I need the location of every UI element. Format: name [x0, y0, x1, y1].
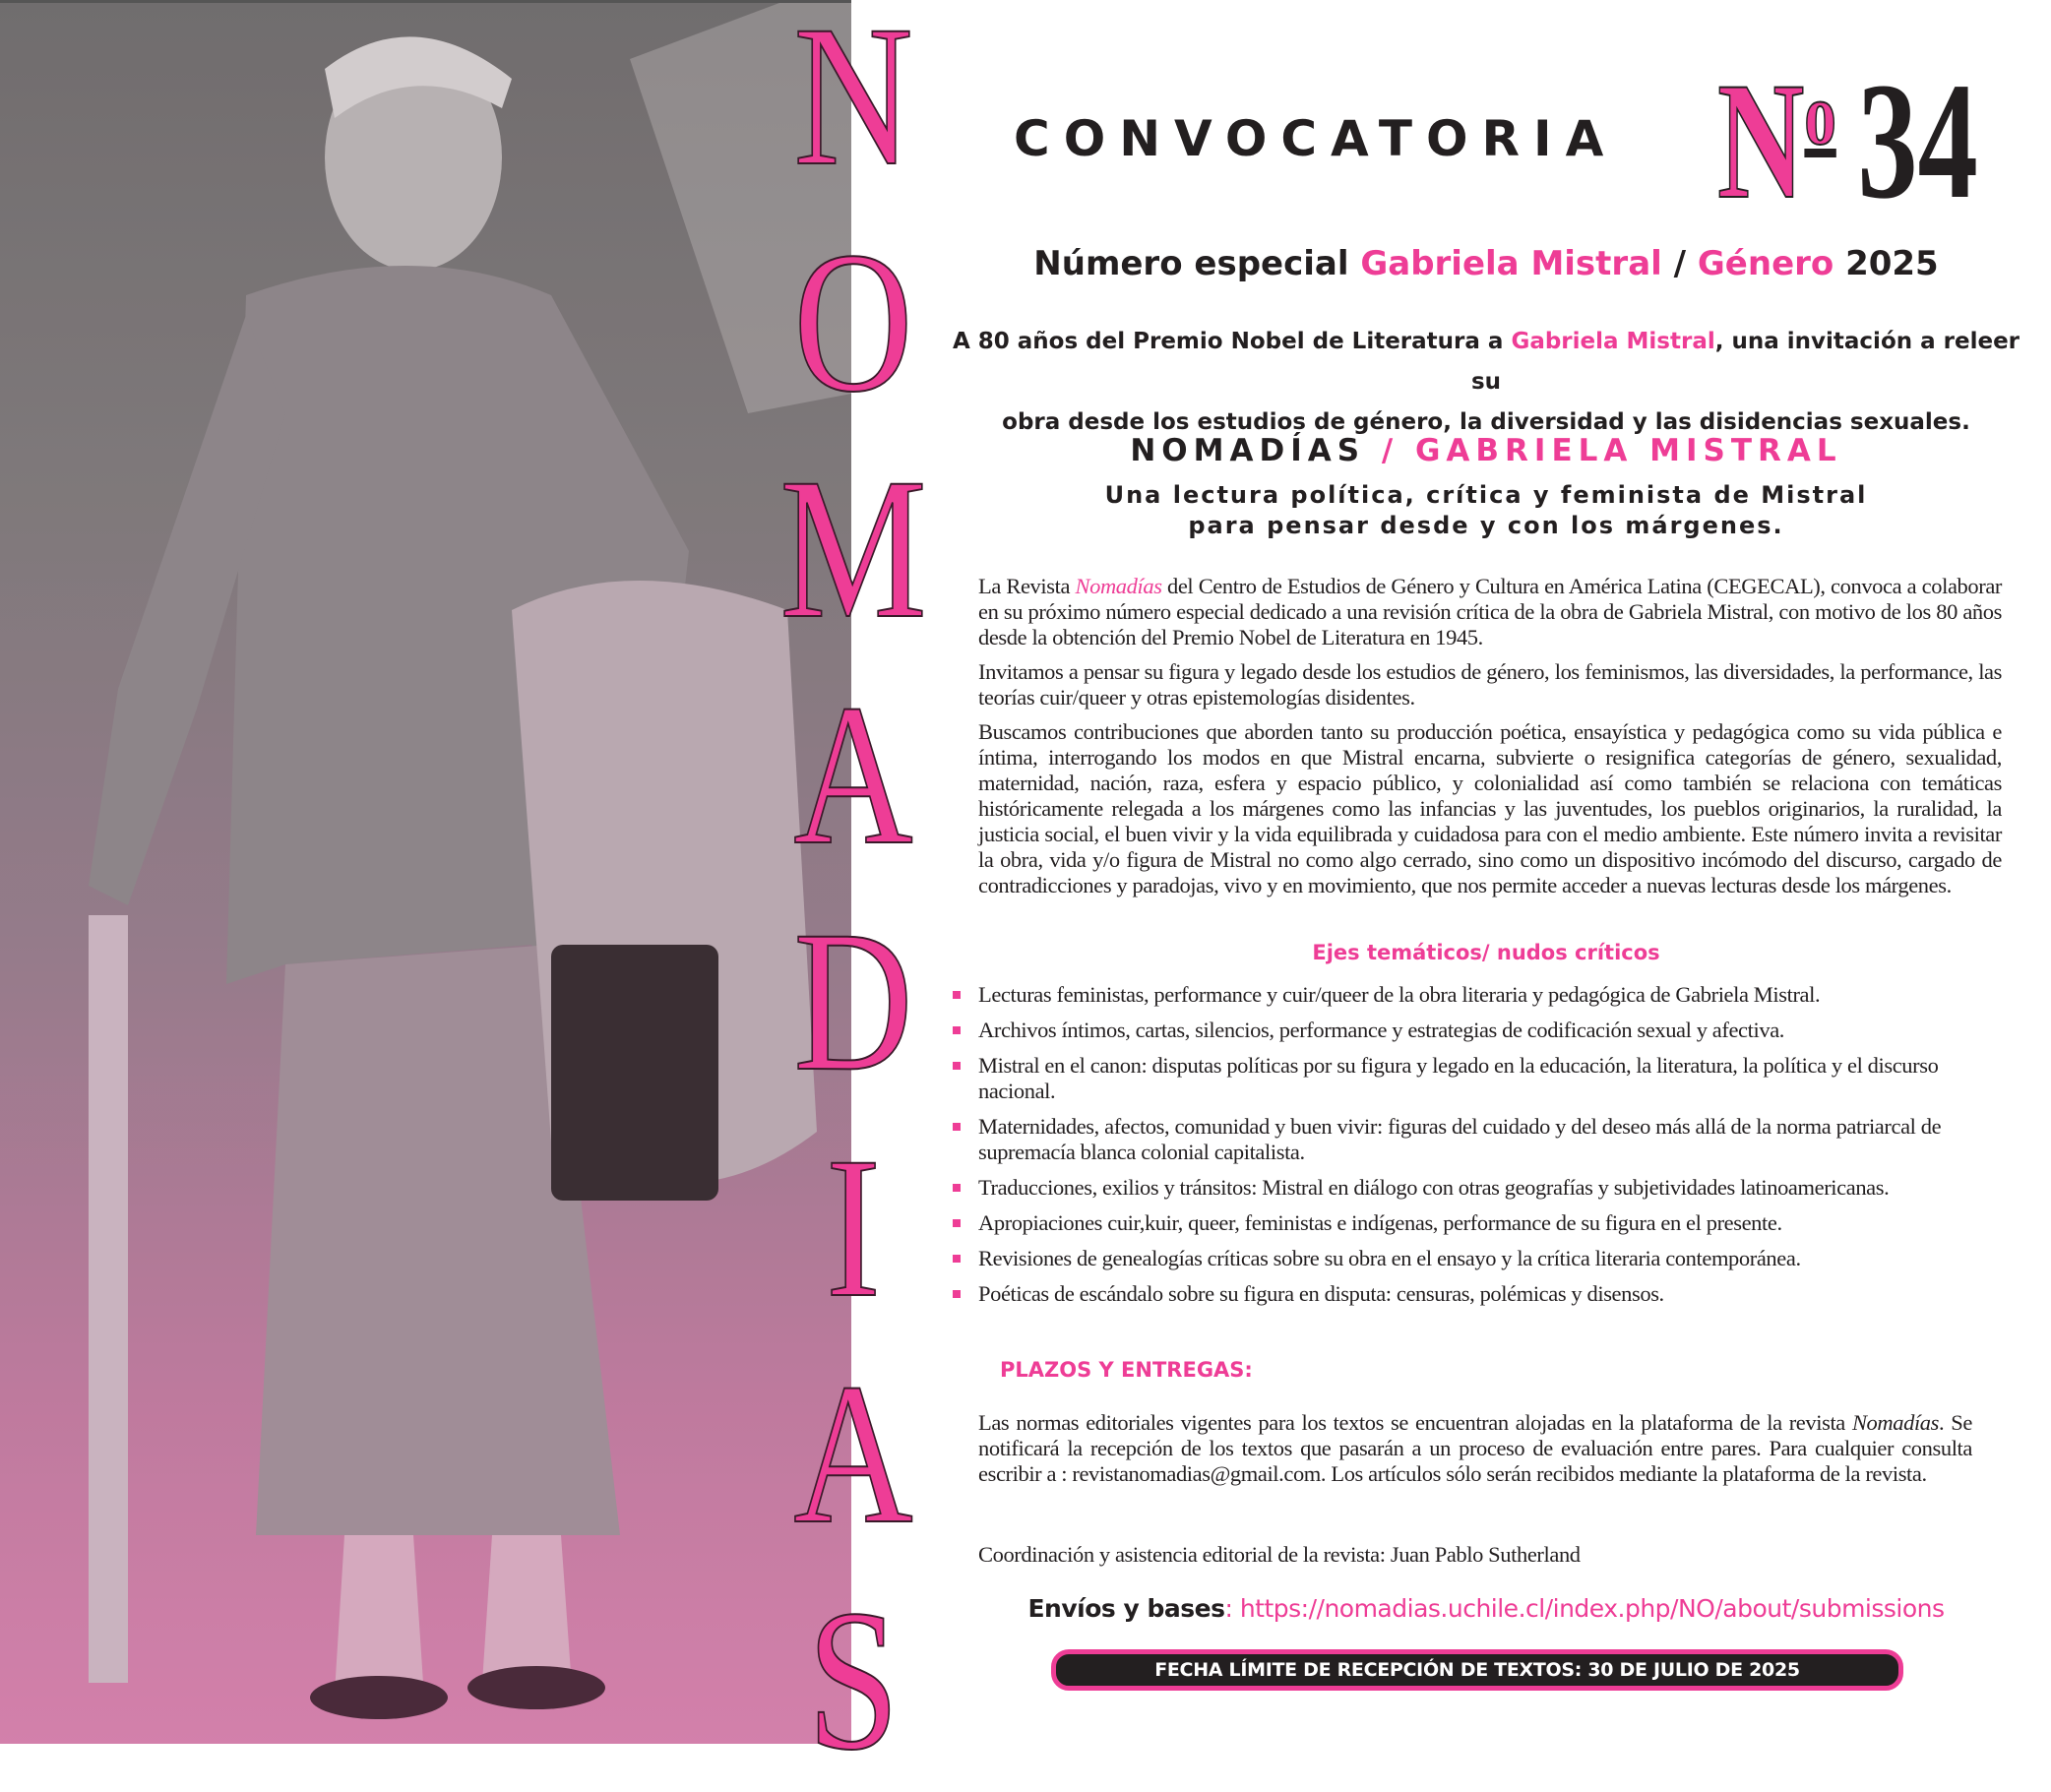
masthead-letter: A	[793, 1342, 913, 1566]
subtitle-name: Gabriela Mistral	[1360, 244, 1662, 283]
ejes-heading: Ejes temáticos/ nudos críticos	[1312, 941, 1660, 964]
list-item	[951, 1018, 2004, 1043]
journal-name: Nomadías	[1075, 574, 1162, 598]
bullet-icon	[953, 1290, 961, 1298]
list-item	[951, 1210, 2004, 1236]
bullet-icon	[953, 1062, 961, 1070]
text: del Centro de Estudios de Género y Cultura en América Latina (CEGECAL), convoca a colaborar en su próximo número especial dedicado a una revisión crítica de la obra de Gabriela Mistral, con motivo de los 80 años desde la obtención del Premio Nobel de Literatura en 1945.	[978, 574, 2002, 649]
list-item	[951, 1114, 2004, 1165]
list-item-text: Lecturas feministas, performance y cuir/queer de la obra literaria y pedagógica de Gabriela Mistral.	[978, 982, 1821, 1007]
issue-prefix-o: o	[1804, 66, 1836, 163]
issue-number	[1717, 48, 1978, 233]
section-title-left: NOMADÍAS	[1130, 433, 1366, 468]
intro-line: obra desde los estudios de género, la diversidad y las disidencias sexuales.	[1002, 409, 1970, 435]
deadline-banner: FECHA LÍMITE DE RECEPCIÓN DE TEXTOS: 30 DE JULIO DE 2025	[1051, 1649, 1903, 1691]
bullet-icon	[953, 991, 961, 999]
section-subtitle	[945, 480, 2027, 541]
submissions-label: Envíos y bases	[1027, 1594, 1225, 1623]
masthead-letter: M	[779, 437, 927, 660]
masthead-letter: D	[793, 890, 913, 1113]
masthead-letter: S	[807, 1569, 900, 1792]
body-paragraph: Invitamos a pensar su figura y legado desde los estudios de género, los feminismos, las diversidades, la performance, las teorías cuir/queer y otras epistemologías disidentes.	[978, 659, 2002, 710]
body-paragraph: Buscamos contribuciones que aborden tanto su producción poética, ensayística y pedagógica como su vida pública e íntima, interrogando los modos en que Mistral encarna, subvierte o resignifica categorías de género, sexualidad, maternidad, nación, raza, esfera y espacio público, y colonialidad así como también se relaciona con temáticas históricamente relegada a los márgenes como las infancias y las juventudes, los pueblos originarios, la ruralidad, la justicia social, el buen vivir y la vida equilibrada y cuidadosa para con el medio ambiente. Este número invita a revisitar la obra, vida y/o figura de Mistral no como algo cerrado, sino como un dispositivo incómodo del discurso, cargado de contradicciones y paradojas, vivo y en movimiento, que nos permite acceder a nuevas lecturas desde los márgenes.	[978, 719, 2002, 897]
submissions-line	[945, 1594, 2027, 1623]
photo-figure	[0, 0, 851, 1744]
list-item-text: Archivos íntimos, cartas, silencios, performance y estrategias de codificación sexual y afectiva.	[978, 1018, 1785, 1042]
section-title	[945, 433, 2027, 468]
masthead-letter: I	[826, 1116, 881, 1339]
list-item	[951, 1281, 2004, 1307]
body-text	[978, 574, 2002, 907]
subtitle-genero: Género	[1697, 244, 1834, 283]
submissions-link[interactable]: https://nomadias.uchile.cl/index.php/NO/about/submissions	[1239, 1594, 1945, 1623]
text: La Revista	[978, 574, 1076, 598]
list-item-text: Poéticas de escándalo sobre su figura en disputa: censuras, polémicas y disensos.	[978, 1281, 1664, 1306]
page-title: CONVOCATORIA	[1014, 110, 1618, 167]
journal-name: Nomadías	[1851, 1410, 1940, 1435]
text: . Se notificará la recepción de los textos que pasarán a un proceso de evaluación entre pares. Para cualquier consulta escribir a : revistanomadias@gmail.com. Los artículos sólo serán recibidos mediante la plataforma de la revista.	[978, 1410, 1972, 1486]
top-border	[0, 0, 851, 3]
ejes-list	[951, 982, 2004, 1317]
special-issue-subtitle	[945, 244, 2027, 283]
masthead-letter: O	[793, 211, 913, 434]
intro-part: , una invitación a releer su	[1470, 329, 2020, 395]
list-item-text: Revisiones de genealogías críticas sobre su obra en el ensayo y la crítica literaria contemporánea.	[978, 1246, 1801, 1270]
bullet-icon	[953, 1184, 961, 1192]
bullet-icon	[953, 1026, 961, 1034]
masthead-letter: A	[793, 663, 913, 887]
plazos-text	[978, 1410, 1972, 1496]
intro-name: Gabriela Mistral	[1511, 329, 1715, 354]
plazos-paragraph	[978, 1410, 1972, 1487]
list-item-text: Maternidades, afectos, comunidad y buen vivir: figuras del cuidado y del deseo más allá de la norma patriarcal de supremacía blanca colonial capitalista.	[978, 1114, 1942, 1164]
section-subtitle-line: Una lectura política, crítica y feminista de Mistral	[1104, 481, 1868, 509]
list-item	[951, 1246, 2004, 1271]
issue-prefix-n: N	[1717, 48, 1805, 233]
subtitle-year: 2025	[1833, 244, 1939, 283]
bullet-icon	[953, 1219, 961, 1227]
issue-number-value: 34	[1857, 48, 1978, 233]
coordination-text: Coordinación y asistencia editorial de la revista: Juan Pablo Sutherland	[978, 1542, 1581, 1567]
text: Las normas editoriales vigentes para los textos se encuentran alojadas en la plataforma de la revista	[978, 1410, 1852, 1435]
gabriela-mistral-photo	[0, 0, 851, 1744]
list-item-text: Traducciones, exilios y tránsitos: Mistral en diálogo con otras geografías y subjetividades latinoamericanas.	[978, 1175, 1890, 1200]
list-item-text: Mistral en el canon: disputas políticas por su figura y legado en la educación, la literatura, la política y el discurso nacional.	[978, 1053, 1939, 1103]
bullet-icon	[953, 1255, 961, 1263]
masthead-letter: N	[793, 0, 913, 208]
list-item	[951, 982, 2004, 1008]
bullet-icon	[953, 1123, 961, 1131]
section-title-right: / GABRIELA MISTRAL	[1381, 433, 1842, 468]
list-item	[951, 1175, 2004, 1201]
list-item	[951, 1053, 2004, 1104]
section-subtitle-line: para pensar desde y con los márgenes.	[1188, 512, 1784, 539]
subtitle-text: Número especial	[1033, 244, 1361, 283]
list-item-text: Apropiaciones cuir,kuir, queer, feministas e indígenas, performance de su figura en el presente.	[978, 1210, 1782, 1235]
body-paragraph	[978, 574, 2002, 650]
intro-part: A 80 años del Premio Nobel de Literatura a	[952, 329, 1512, 354]
colon: :	[1224, 1594, 1240, 1623]
subtitle-sep: /	[1661, 244, 1698, 283]
intro-text	[945, 322, 2027, 443]
plazos-heading: PLAZOS Y ENTREGAS:	[1000, 1358, 1253, 1382]
